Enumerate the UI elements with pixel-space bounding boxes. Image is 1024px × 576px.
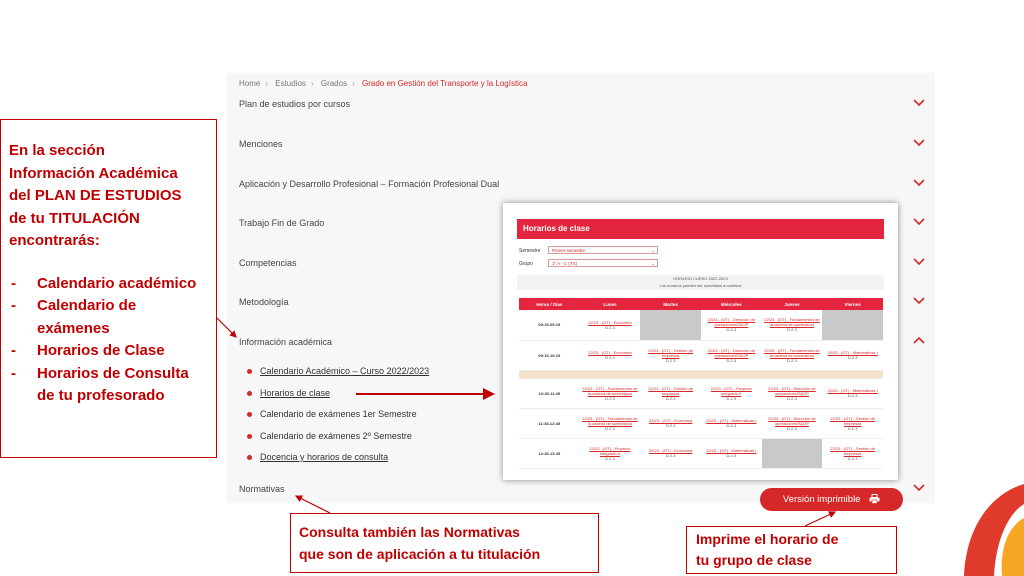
callout-list-item: - Calendario de exámenes [9, 295, 208, 340]
schedule-subject: 22/23 - (GT) - Gestión de empresas [648, 347, 693, 358]
callout-line: de tu TITULACIÓN [9, 209, 140, 227]
schedule-time-cell: 10:45-11:45 [519, 378, 580, 408]
schedule-note-year: HORARIO CURSO 2022-2023 [673, 276, 728, 281]
breadcrumb-current: Grado en Gestión del Transporte y la Logística [361, 79, 528, 88]
schedule-subject: 22/23 - (GT) - Matemáticas I [706, 418, 757, 423]
schedule-title: Horarios de clase [517, 219, 884, 239]
accordion-label: Plan de estudios por cursos [239, 99, 351, 109]
accordion-label: Trabajo Fin de Grado [239, 218, 325, 228]
callout-line: del PLAN DE ESTUDIOS [9, 187, 182, 204]
schedule-room: D.2.3 [787, 395, 797, 401]
schedule-subject: 22/23 - (GT) - Gestión de empresas [830, 415, 875, 426]
schedule-subject: 22/23 - (GT) - Economía [648, 418, 693, 423]
schedule-subject: 22/23 - (GT) - Matemáticas I [827, 350, 878, 355]
breadcrumb-separator-icon: › [265, 79, 269, 88]
callout-line: Imprime el horario de [696, 531, 839, 547]
breadcrumb-separator-icon: › [352, 79, 355, 88]
schedule-subject: 22/23 - (GT) - Matemáticas I [706, 448, 757, 453]
schedule-room: D.2.3 [787, 425, 797, 431]
schedule-room: D.2.3 [605, 395, 615, 401]
schedule-subject: 22/23 - (GT) - Proyecto integrado II [589, 445, 631, 456]
schedule-room: D.2.3 [726, 357, 737, 363]
schedule-header-cell: Miércoles [701, 298, 762, 310]
arrow-to-normativas [296, 496, 330, 513]
schedule-header-cell: Viernes [822, 298, 883, 310]
schedule-note-disclaimer: Los horarios pueden ser sometidos a cambios [659, 283, 742, 288]
callout-line: Información Académica [9, 164, 178, 182]
schedule-subject: 22/23 - (GT) - Economía [588, 319, 632, 325]
callout-line: En la sección [9, 142, 105, 159]
schedule-header-cell: Jueves [762, 298, 823, 310]
schedule-room: D.2.3 [665, 395, 676, 401]
schedule-subject: 22/23 - (GT) - Economía [588, 350, 632, 355]
schedule-subject: 22/23 - (GT) - Dirección de operaciones/S&OP [768, 385, 816, 396]
schedule-room: D.2.3 [665, 357, 676, 363]
accordion-label: Metodología [239, 297, 289, 307]
accordion-label: Normativas [239, 484, 285, 494]
callout-line: que son de aplicación a tu titulación [299, 546, 541, 562]
group-select-value: 1º A - C (TS) [552, 261, 578, 266]
schedule-header-cell: Horas / Días [519, 298, 580, 310]
arrow-to-info [217, 318, 236, 337]
schedule-room: D.2.3 [605, 324, 615, 330]
chevron-down-icon: ⌄ [651, 261, 655, 266]
schedule-subject: 22/23 - (GT) - Fundamentos de la cadena de suministros [582, 415, 638, 426]
schedule-time-cell: 12:45-13:45 [519, 438, 580, 468]
schedule-subject: 22/23 - (GT) - Fundamentos de la cadena de suministros [582, 385, 638, 396]
callout-line: tu grupo de clase [696, 552, 812, 568]
arrow-to-print [805, 512, 835, 526]
callout-list-item: - Horarios de Consulta de tu profesorado [9, 363, 208, 408]
schedule-room: D.2.3 [847, 455, 858, 461]
schedule-subject: 22/23 - (GT) - Matemáticas I [827, 388, 878, 393]
schedule-time-cell: 09:15-10:15 [519, 340, 580, 370]
schedule-subject: 22/23 - (GT) - Dirección de operaciones/S&OP [768, 415, 816, 426]
schedule-subject: 22/23 - (GT) - Dirección de operaciones/S&OP [707, 347, 756, 358]
schedule-header-cell: Lunes [580, 298, 641, 310]
breadcrumb-separator-icon: › [310, 79, 314, 88]
academic-info-item-label: Calendario de exámenes 1er Semestre [260, 409, 417, 419]
callout-line: Consulta también las Normativas [299, 524, 520, 540]
schedule-room: D.2.3 [787, 327, 797, 333]
chevron-down-icon: ⌄ [651, 248, 655, 253]
schedule-room: D.2.3 [726, 453, 737, 458]
breadcrumb-estudios[interactable]: Estudios [275, 79, 306, 88]
schedule-room: D.2.3 [847, 355, 858, 360]
accordion-label: Menciones [239, 139, 283, 149]
schedule-room: D.2.3 [665, 423, 676, 428]
callout-list-item: - Horarios de Clase [9, 340, 208, 363]
schedule-room: D.2.3 [605, 455, 615, 461]
print-version-label: Versión imprimible [782, 494, 861, 505]
breadcrumb-grados[interactable]: Grados [320, 79, 348, 88]
accordion-label: Aplicación y Desarrollo Profesional – Formación Profesional Dual [239, 179, 500, 189]
callout-list-item: - Calendario académico [9, 273, 208, 296]
schedule-header-cell: Martes [640, 298, 701, 310]
schedule-time-cell: 09:15-09:15 [519, 310, 580, 340]
academic-info-item-label: Calendario Académico – Curso 2022/2023 [260, 366, 430, 376]
schedule-subject: 22/23 - (GT) - Fundamentos de la cadena de suministros [764, 347, 820, 358]
schedule-room: D.2.3 [726, 395, 737, 401]
schedule-subject: 22/23 - (GT) - Gestión de empresas [830, 445, 875, 456]
schedule-subject: 22/23 - (GT) - Proyecto integrado II [710, 385, 752, 396]
schedule-room: D.2.3 [605, 355, 615, 360]
schedule-subject: 22/23 - (GT) - Gestión de empresas [648, 385, 693, 396]
schedule-room: D.2.3 [726, 327, 737, 333]
schedule-subject: 22/23 - (GT) - Fundamentos de la cadena de suministros [764, 317, 820, 328]
semester-select-value: Primer semestre [552, 248, 586, 253]
breadcrumb-home[interactable]: Home [239, 79, 261, 88]
callout-line: encontrarás: [9, 232, 100, 249]
academic-info-item-label: Calendario de exámenes 2º Semestre [260, 430, 412, 441]
academic-info-item-label: Docencia y horarios de consulta [260, 452, 389, 462]
schedule-subject: 22/23 - (GT) - Economía [648, 448, 693, 453]
schedule-room: D.2.3 [665, 453, 676, 458]
schedule-subject: 22/23 - (GT) - Dirección de operaciones/S&OP [707, 317, 756, 328]
schedule-time-cell: 11:45-12:45 [519, 408, 580, 438]
accordion-label: Información académica [239, 337, 333, 347]
academic-info-item-label: Horarios de clase [260, 387, 331, 398]
schedule-room: D.2.3 [726, 423, 737, 428]
accordion-label: Competencias [239, 258, 297, 268]
schedule-room: D.2.3 [847, 393, 858, 398]
brand-corner-shape [920, 478, 1024, 576]
schedule-room: D.2.3 [605, 425, 615, 431]
schedule-room: D.2.3 [787, 357, 797, 363]
schedule-room: D.2.3 [847, 425, 858, 431]
group-label: Grupo [519, 261, 533, 267]
semester-label: Semestre [519, 248, 541, 254]
